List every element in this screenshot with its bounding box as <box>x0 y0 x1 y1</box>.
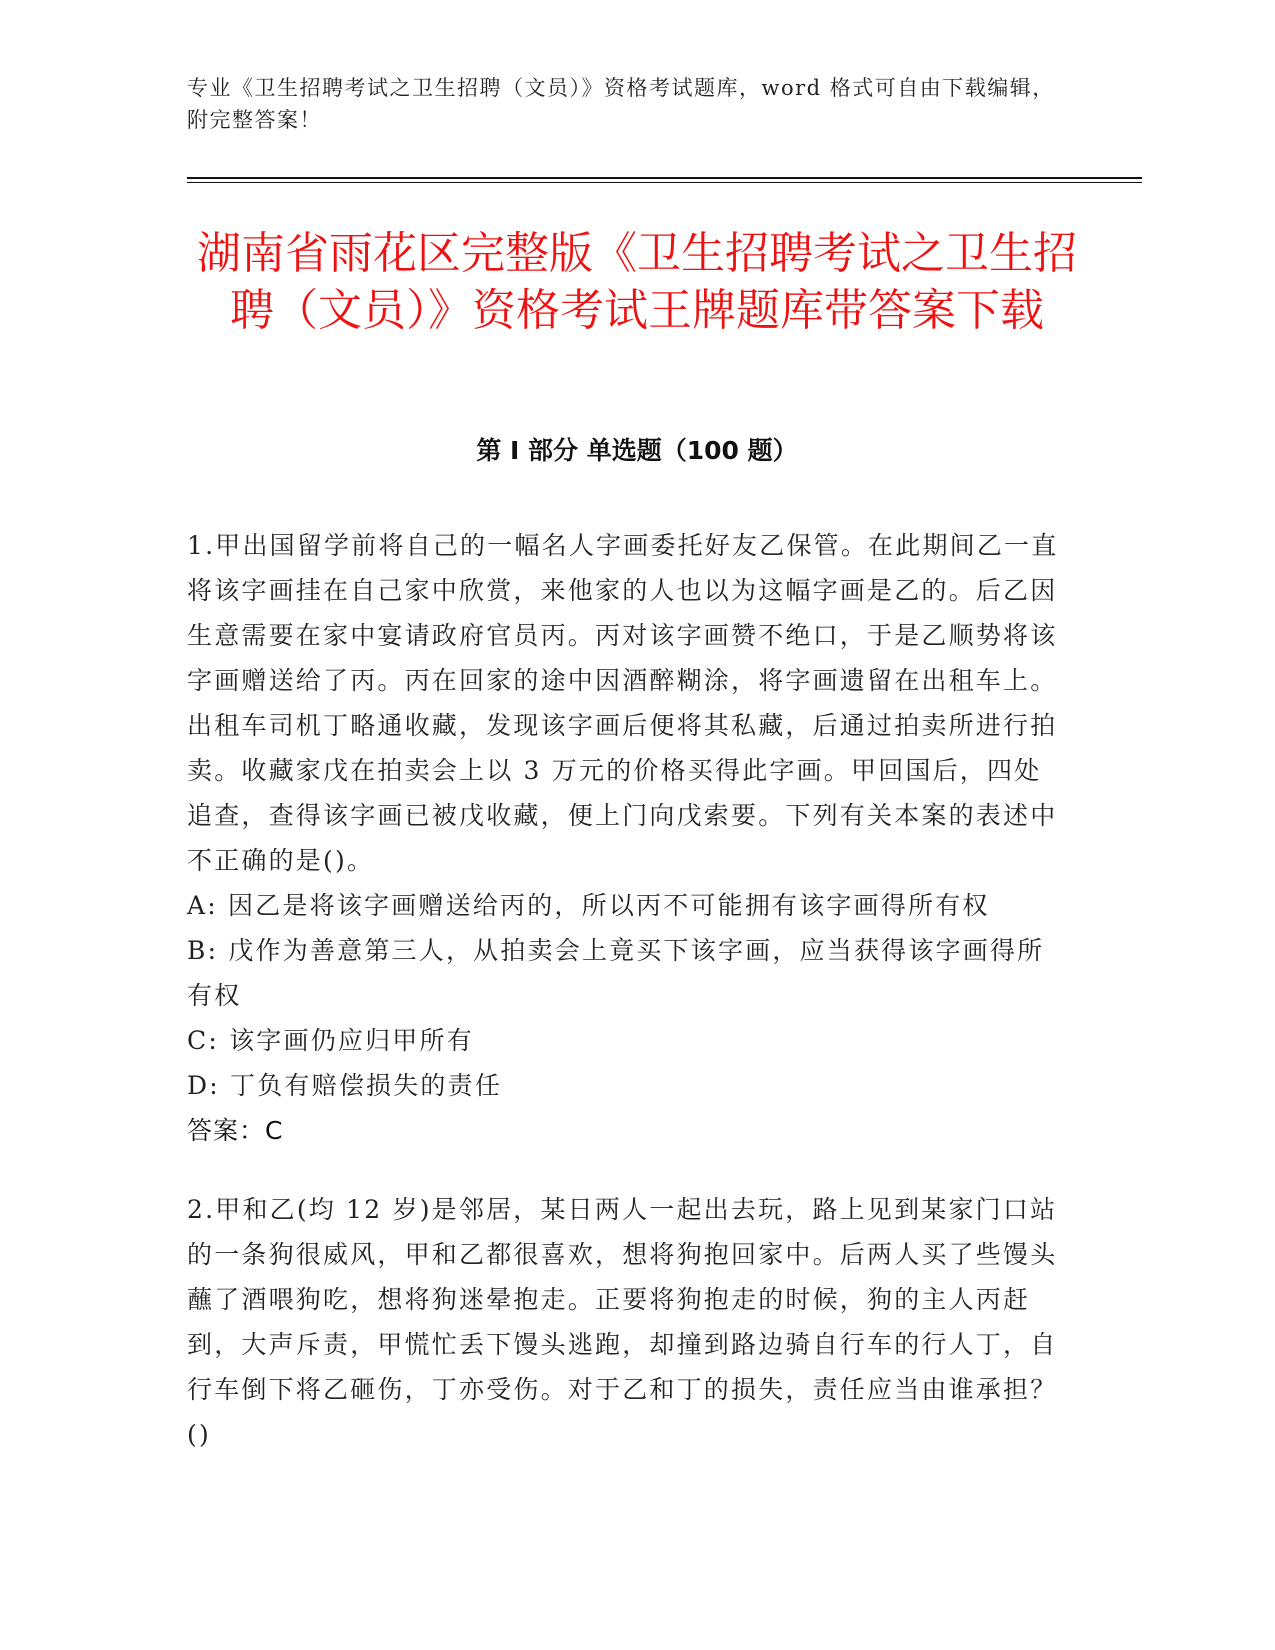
question-1 <box>187 523 1067 1153</box>
header-divider-thick <box>187 177 1142 179</box>
option-c: C: 该字画仍应归甲所有 <box>187 1026 474 1055</box>
answer-line: 答案：C <box>187 1116 284 1145</box>
question-2 <box>187 1187 1067 1457</box>
document-title: 湖南省雨花区完整版《卫生招聘考试之卫生招聘（文员）》资格考试王牌题库带答案下载 <box>197 228 1077 336</box>
section-heading: 第 I 部分 单选题（100 题） <box>476 436 798 465</box>
option-b: B: 戊作为善意第三人，从拍卖会上竟买下该字画，应当获得该字画得所有权 <box>187 936 1045 1010</box>
question-stem: 2.甲和乙(均 12 岁)是邻居，某日两人一起出去玩，路上见到某家门口站的一条狗很威风，甲和乙都很喜欢，想将狗抱回家中。后两人买了些馒头蘸了酒喂狗吃，想将狗迷晕抱走。正要将狗抱走的时候，狗的主人丙赶到，大声斥责，甲慌忙丢下馒头逃跑，却撞到路边骑自行车的行人丁，自行车倒下将乙砸伤，丁亦受伤。对于乙和丁的损失，责任应当由谁承担？() <box>187 1195 1058 1449</box>
header-divider-thin <box>187 182 1142 183</box>
question-stem: 1.甲出国留学前将自己的一幅名人字画委托好友乙保管。在此期间乙一直将该字画挂在自己家中欣赏，来他家的人也以为这幅字画是乙的。后乙因生意需要在家中宴请政府官员丙。丙对该字画赞不绝口，于是乙顺势将该字画赠送给了丙。丙在回家的途中因酒醉糊涂，将字画遗留在出租车上。出租车司机丁略通收藏，发现该字画后便将其私藏，后通过拍卖所进行拍卖。收藏家戊在拍卖会上以 3 万元的价格买得此字画。甲回国后，四处追查，查得该字画已被戊收藏，便上门向戊索要。下列有关本案的表述中不正确的是()。 <box>187 531 1059 875</box>
option-d: D: 丁负有赔偿损失的责任 <box>187 1071 503 1100</box>
header-note: 专业《卫生招聘考试之卫生招聘（文员）》资格考试题库，word 格式可自由下载编辑，附完整答案！ <box>187 76 1055 132</box>
option-a: A: 因乙是将该字画赠送给丙的，所以丙不可能拥有该字画得所有权 <box>187 891 990 920</box>
